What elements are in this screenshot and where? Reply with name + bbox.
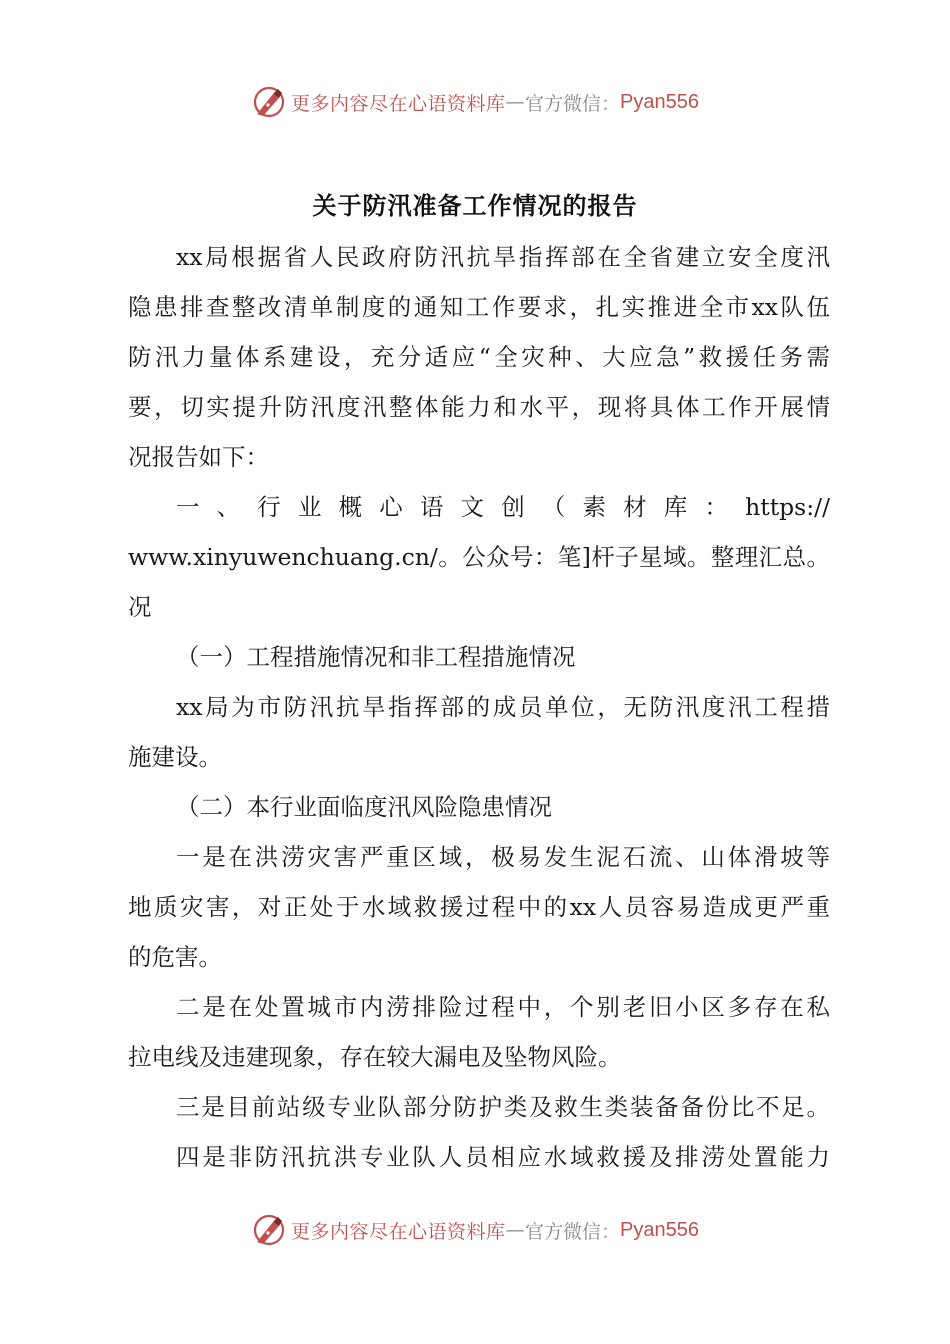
banner-main-text: 更多内容尽在心语资料库 <box>291 1220 506 1243</box>
header-banner <box>0 80 950 124</box>
body-line: xx局为市防汛抗旱指挥部的成员单位，无防汛度汛工程措 <box>176 693 830 721</box>
banner-wechat-id: Pyan556 <box>620 90 699 113</box>
body-line: 地质灾害，对正处于水域救援过程中的xx人员容易造成更严重 <box>128 893 830 921</box>
body-line: 三是目前站级专业队部分防护类及救生类装备备份比不足。 <box>176 1093 830 1121</box>
footer-banner <box>0 1208 950 1252</box>
body-line: 拉电线及违建现象，存在较大漏电及坠物风险。 <box>128 1043 622 1071</box>
pen-nib-logo-icon <box>251 1212 287 1248</box>
body-line: 况 <box>128 593 152 621</box>
banner-main-text: 更多内容尽在心语资料库 <box>291 92 506 115</box>
section-heading: （一）工程措施情况和非工程措施情况 <box>176 643 576 671</box>
pen-nib-logo-icon <box>251 84 287 120</box>
body-line: 四是非防汛抗洪专业队人员相应水域救援及排涝处置能力 <box>176 1143 830 1171</box>
banner-wechat-label: 官方微信： <box>525 92 621 115</box>
body-line: 一是在洪涝灾害严重区域，极易发生泥石流、山体滑坡等 <box>176 843 830 871</box>
body-line: 一 、 行 业 概 心 语 文 创 （ 素 材 库 ： https:// <box>176 493 830 521</box>
section-heading: （二）本行业面临度汛风险隐患情况 <box>176 793 552 821</box>
document-title: 关于防汛准备工作情况的报告 <box>312 191 638 220</box>
body-line: 要，切实提升防汛度汛整体能力和水平，现将具体工作开展情 <box>128 393 830 421</box>
banner-separator: — <box>505 1219 526 1241</box>
body-line: 防汛力量体系建设，充分适应“全灾种、大应急”救援任务需 <box>128 343 830 371</box>
body-line: 的危害。 <box>128 943 222 971</box>
body-line: 二是在处置城市内涝排险过程中，个别老旧小区多存在私 <box>176 993 830 1021</box>
body-line: 隐患排查整改清单制度的通知工作要求，扎实推进全市xx队伍 <box>128 293 830 321</box>
document-body <box>128 232 830 1182</box>
body-line: 施建设。 <box>128 743 222 771</box>
body-line: www.xinyuwenchuang.cn/。公众号：笔]杆子星域。整理汇总。 <box>128 543 830 571</box>
banner-wechat-label: 官方微信： <box>525 1220 621 1243</box>
banner-separator: — <box>505 91 526 113</box>
body-line: xx局根据省人民政府防汛抗旱指挥部在全省建立安全度汛 <box>176 243 830 271</box>
banner-wechat-id: Pyan556 <box>620 1218 699 1241</box>
body-line: 况报告如下： <box>128 443 269 471</box>
